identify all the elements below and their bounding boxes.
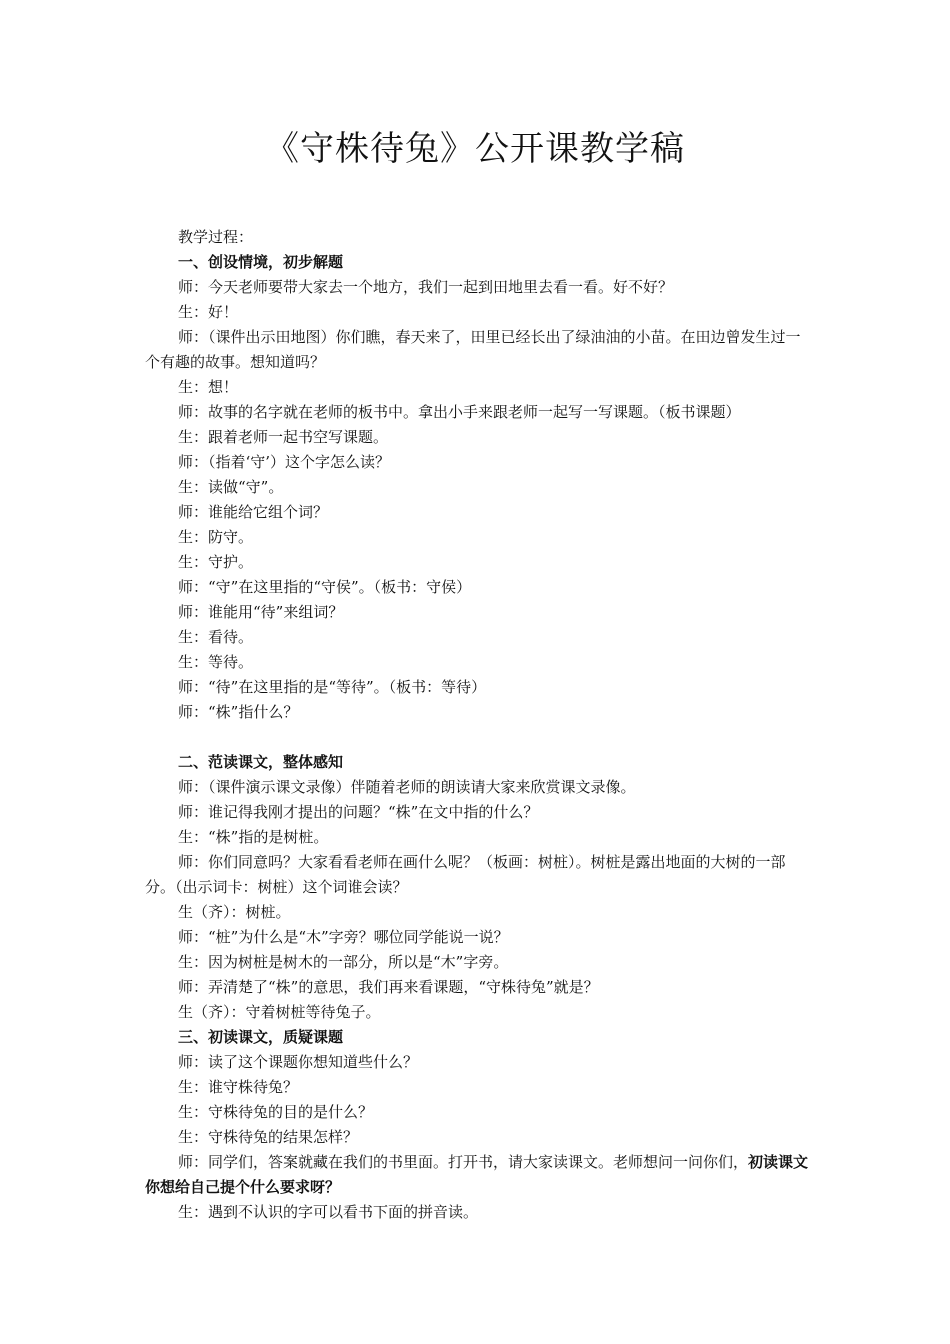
paragraph: 师：故事的名字就在老师的板书中。拿出小手来跟老师一起写一写课题。（板书课题） [178, 403, 741, 421]
paragraph: 教学过程： [178, 228, 254, 246]
paragraph: 师：（课件出示田地图）你们瞧，春天来了，田里已经长出了绿油油的小苗。在田边曾发生过一个有趣的故事。想知道吗？ [145, 328, 801, 371]
paragraph: 生：好！ [178, 303, 239, 321]
paragraph: 生：守株待兔的目的是什么？ [178, 1103, 374, 1121]
blank-line [145, 725, 810, 750]
paragraph: 生：防守。 [178, 528, 254, 546]
paragraph: 生（齐）：树桩。 [178, 903, 291, 921]
paragraph: 师：（课件演示课文录像）伴随着老师的朗读请大家来欣赏课文录像。 [178, 778, 636, 796]
paragraph: 生：读做“守”。 [178, 478, 284, 496]
paragraph: 生：谁守株待兔？ [178, 1078, 299, 1096]
paragraph: 师：你们同意吗？大家看看老师在画什么呢？（板画：树桩）。树桩是露出地面的大树的一部分。（出示词卡：树桩）这个词谁会读？ [145, 853, 786, 896]
paragraph: 师：谁记得我刚才提出的问题？“株”在文中指的什么？ [178, 803, 539, 821]
paragraph: 生：“株”指的是树桩。 [178, 828, 329, 846]
paragraph-bold-text: 初读课文你想给自己提个什么要求呀？ [145, 1153, 809, 1196]
paragraph: 生：看待。 [178, 628, 254, 646]
document-title: 《守株待兔》公开课教学稿 [265, 129, 685, 169]
paragraph: 师：谁能给它组个词？ [178, 503, 329, 521]
paragraph: 师：“待”在这里指的是“等待”。（板书：等待） [178, 678, 487, 696]
document-body [145, 225, 810, 1225]
section-heading: 三、初读课文，质疑课题 [178, 1028, 344, 1046]
paragraph: 生：守株待兔的结果怎样？ [178, 1128, 359, 1146]
paragraph-text: 师：同学们，答案就藏在我们的书里面。打开书，请大家读课文。老师想问一问你们， [178, 1153, 749, 1171]
paragraph: 师：读了这个课题你想知道些什么？ [178, 1053, 419, 1071]
paragraph: 生：跟着老师一起书空写课题。 [178, 428, 389, 446]
paragraph: 生：等待。 [178, 653, 254, 671]
paragraph: 生：遇到不认识的字可以看书下面的拼音读。 [178, 1203, 479, 1221]
paragraph: 师：“株”指什么？ [178, 703, 299, 721]
paragraph: 生：想！ [178, 378, 239, 396]
paragraph: 师：“守”在这里指的“守侯”。（板书：守侯） [178, 578, 472, 596]
section-heading: 一、创设情境，初步解题 [178, 253, 344, 271]
paragraph: 师：谁能用“待”来组词？ [178, 603, 344, 621]
paragraph: 师：“桩”为什么是“木”字旁？哪位同学能说一说？ [178, 928, 509, 946]
paragraph: 师：弄清楚了“株”的意思，我们再来看课题，“守株待兔”就是？ [178, 978, 599, 996]
paragraph-mixed [145, 1150, 810, 1200]
paragraph: 师：今天老师要带大家去一个地方，我们一起到田地里去看一看。好不好？ [178, 278, 674, 296]
section-heading: 二、范读课文，整体感知 [178, 753, 344, 771]
paragraph: 生：因为树桩是树木的一部分，所以是“木”字旁。 [178, 953, 509, 971]
paragraph: 生：守护。 [178, 553, 254, 571]
paragraph: 生（齐）：守着树桩等待兔子。 [178, 1003, 381, 1021]
paragraph: 师：（指着‘守’）这个字怎么读？ [178, 453, 391, 471]
